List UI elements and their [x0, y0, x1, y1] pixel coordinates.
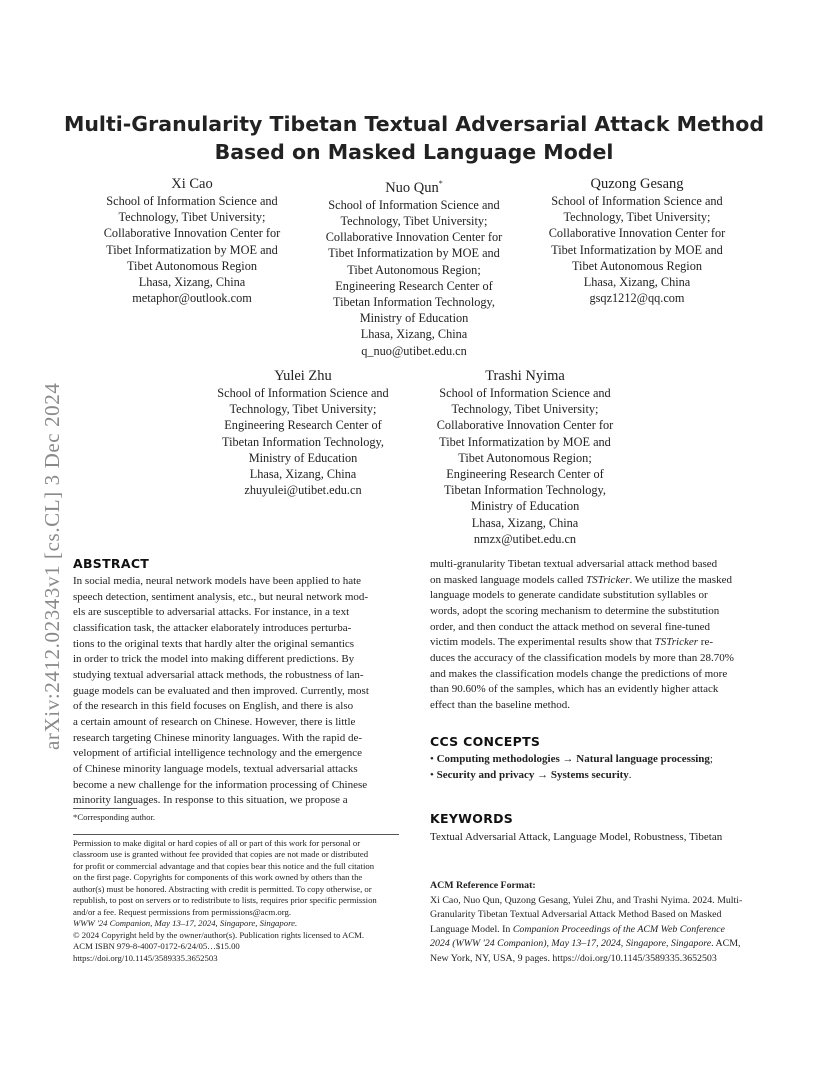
method-name: TSTricker: [586, 573, 630, 586]
author-email: zhuyulei@utibet.edu.cn: [244, 483, 362, 498]
affiliation-line: Ministry of Education: [470, 499, 580, 514]
author-block: [193, 367, 413, 498]
abstract-line: on masked language models called TSTricker. We utilize the masked: [430, 573, 732, 586]
abstract-line: duces the accuracy of the classification models by more than 28.70%: [430, 651, 734, 664]
copyright-line: ACM ISBN 979-8-4007-0172-6/24/05…$15.00: [73, 941, 240, 952]
permission-line: for profit or commercial advantage and that copies bear this notice and the full citation: [73, 860, 375, 871]
author-email: metaphor@outlook.com: [132, 291, 252, 306]
affiliation-line: Tibet Informatization by MOE and: [439, 434, 611, 449]
affiliation-line: Technology, Tibet University;: [451, 402, 599, 417]
affiliation-line: Tibetan Information Technology,: [444, 483, 606, 498]
abstract-line: research targeting Chinese minority languages. With the rapid de-: [73, 731, 363, 744]
abstract-line: victim models. The experimental results show that TSTricker re-: [430, 636, 714, 649]
affiliation-line: Tibet Autonomous Region;: [458, 450, 592, 465]
permission-line: republish, to post on servers or to redistribute to lists, requires prior specific permission: [73, 895, 377, 906]
author-name: Trashi Nyima: [485, 368, 565, 384]
paper-title: [60, 110, 768, 166]
author-name: Xi Cao: [171, 176, 213, 192]
abstract-line: and makes the classification models change the predictions of more: [430, 667, 728, 680]
affiliation-line: Tibet Autonomous Region: [126, 258, 258, 273]
abstract-line: els are susceptible to adversarial attacks. For instance, in a text: [73, 606, 350, 619]
arxiv-identifier: arXiv:2412.02343v1 [cs.CL] 3 Dec 2024: [40, 382, 64, 750]
affiliation-line: Tibet Informatization by MOE and: [328, 246, 500, 261]
affiliation-line: Technology, Tibet University;: [229, 402, 377, 417]
affiliation-line: Technology, Tibet University;: [118, 210, 266, 225]
keywords-text: Textual Adversarial Attack, Language Model, Robustness, Tibetan: [430, 831, 723, 843]
affiliation-line: Ministry of Education: [359, 311, 469, 326]
affiliation-line: Tibet Informatization by MOE and: [551, 242, 723, 257]
abstract-line: effect than the baseline method.: [430, 698, 570, 711]
abstract-right-column: [430, 557, 756, 714]
venue-line: WWW '24 Companion, May 13–17, 2024, Singapore, Singapore.: [73, 918, 298, 929]
permission-line: classroom use is granted without fee provided that copies are not made or distributed: [73, 849, 369, 860]
affiliation-line: Technology, Tibet University;: [563, 210, 711, 225]
permission-line: and/or a fee. Request permissions from permissions@acm.org.: [73, 906, 291, 917]
author-block: [82, 175, 302, 306]
permission-line: author(s) must be honored. Abstracting with credit is permitted. To copy otherwise, or: [73, 883, 372, 894]
corresponding-note: *Corresponding author.: [73, 812, 156, 822]
abstract-line: language models to generate candidate substitution syllables or: [430, 589, 708, 602]
author-block: [304, 175, 524, 359]
abstract-left-column: [73, 574, 399, 809]
abstract-line: guage models can be evaluated and then improved. Currently, most: [73, 684, 369, 697]
abstract-line: words, adopt the scoring mechanism to determine the substitution: [430, 604, 720, 617]
author-email: nmzx@utibet.edu.cn: [473, 531, 577, 546]
ccs-item: • Security and privacy → Systems security.: [430, 768, 632, 781]
affiliation-line: School of Information Science and: [217, 386, 389, 400]
abstract-line: velopment of artificial intelligence technology and the emergence: [73, 747, 363, 760]
footnote-rule: [73, 808, 137, 809]
affiliation-line: Tibet Autonomous Region: [571, 258, 703, 273]
abstract-line: of Chinese minority language models, textual adversarial attacks: [73, 762, 358, 775]
abstract-line: become a new challenge for the information processing of Chinese: [73, 778, 368, 791]
permission-line: on the first page. Copyrights for components of this work owned by others than the: [73, 872, 363, 883]
ccs-heading: CCS CONCEPTS: [430, 734, 541, 749]
affiliation-line: Engineering Research Center of: [446, 467, 604, 482]
author-name: Quzong Gesang: [590, 176, 684, 192]
abstract-heading: ABSTRACT: [73, 556, 150, 571]
abstract-line: of the research in this field focuses on English, and there is also: [73, 700, 354, 713]
affiliation-line: Ministry of Education: [248, 450, 358, 465]
author-name: Yulei Zhu: [274, 368, 332, 384]
corresponding-marker: *: [438, 179, 443, 188]
author-location: Lhasa, Xizang, China: [360, 327, 468, 342]
author-location: Lhasa, Xizang, China: [249, 467, 357, 482]
title-line: Based on Masked Language Model: [214, 140, 614, 164]
abstract-line: a certain amount of research on Chinese. However, there is little: [73, 715, 356, 728]
copyright-line: © 2024 Copyright held by the owner/author(s). Publication rights licensed to ACM.: [73, 929, 365, 940]
abstract-line: than 90.60% of the samples, which has an evidently higher attack: [430, 683, 719, 696]
affiliation-line: School of Information Science and: [551, 194, 723, 208]
affiliation-line: Engineering Research Center of: [335, 278, 493, 293]
affiliation-line: Tibet Informatization by MOE and: [106, 242, 278, 257]
affiliation-line: School of Information Science and: [439, 386, 611, 400]
abstract-line: studying textual adversarial attack methods, the robustness of lan-: [73, 668, 364, 681]
abstract-line: order, and then conduct the attack method on several fine-tuned: [430, 620, 710, 633]
affiliation-line: Collaborative Innovation Center for: [325, 230, 503, 245]
author-location: Lhasa, Xizang, China: [138, 275, 246, 290]
permission-line: Permission to make digital or hard copies of all or part of this work for personal or: [73, 838, 361, 848]
author-block: [527, 175, 747, 306]
abstract-line: classification task, the attacker elaborately introduces perturba-: [73, 621, 352, 634]
reference-line: New York, NY, USA, 9 pages. https://doi.org/10.1145/3589335.3652503: [430, 952, 717, 964]
author-block: [415, 367, 635, 547]
reference-line: Xi Cao, Nuo Qun, Quzong Gesang, Yulei Zhu, and Trashi Nyima. 2024. Multi-: [430, 894, 743, 906]
doi-link[interactable]: https://doi.org/10.1145/3589335.3652503: [73, 952, 218, 963]
abstract-line: speech detection, sentiment analysis, etc., but neural network mod-: [73, 590, 369, 603]
permission-rule: [73, 834, 399, 835]
abstract-line: multi-granularity Tibetan textual adversarial attack method based: [430, 558, 718, 570]
permission-notice: [73, 838, 399, 964]
abstract-line: minority languages. In response to this situation, we propose a: [73, 794, 348, 807]
author-name: Nuo Qun: [385, 179, 439, 196]
author-email: gsqz1212@qq.com: [589, 291, 685, 306]
abstract-line: In social media, neural network models have been applied to hate: [73, 575, 362, 587]
author-email: q_nuo@utibet.edu.cn: [361, 343, 467, 358]
ccs-item: • Computing methodologies → Natural language processing;: [430, 753, 713, 765]
affiliation-line: Technology, Tibet University;: [340, 214, 488, 229]
keywords-heading: KEYWORDS: [430, 811, 514, 826]
affiliation-line: Tibetan Information Technology,: [333, 295, 495, 310]
affiliation-line: Collaborative Innovation Center for: [436, 418, 614, 433]
abstract-line: in order to trick the model into making different predictions. By: [73, 653, 355, 666]
reference-line: Language Model. In Companion Proceedings of the ACM Web Conference: [430, 923, 725, 935]
abstract-line: tions to the original texts that hardly alter the original semantics: [73, 637, 355, 650]
affiliation-line: Collaborative Innovation Center for: [103, 226, 281, 241]
affiliation-line: Engineering Research Center of: [224, 418, 382, 433]
reference-line: 2024 (WWW '24 Companion), May 13–17, 2024, Singapore, Singapore. ACM,: [430, 938, 741, 950]
title-line: Multi-Granularity Tibetan Textual Adversarial Attack Method: [63, 112, 765, 136]
method-name: TSTricker: [654, 636, 699, 649]
author-location: Lhasa, Xizang, China: [583, 275, 691, 290]
affiliation-line: Collaborative Innovation Center for: [548, 226, 726, 241]
acm-reference-heading: ACM Reference Format:: [430, 880, 536, 891]
author-location: Lhasa, Xizang, China: [471, 515, 579, 530]
reference-line: Granularity Tibetan Textual Adversarial Attack Method Based on Masked: [430, 909, 722, 921]
ccs-list: [430, 752, 760, 783]
affiliation-line: School of Information Science and: [328, 197, 500, 212]
affiliation-line: Tibetan Information Technology,: [222, 434, 384, 449]
affiliation-line: School of Information Science and: [106, 194, 278, 208]
acm-reference: [430, 879, 760, 967]
affiliation-line: Tibet Autonomous Region;: [347, 262, 481, 277]
